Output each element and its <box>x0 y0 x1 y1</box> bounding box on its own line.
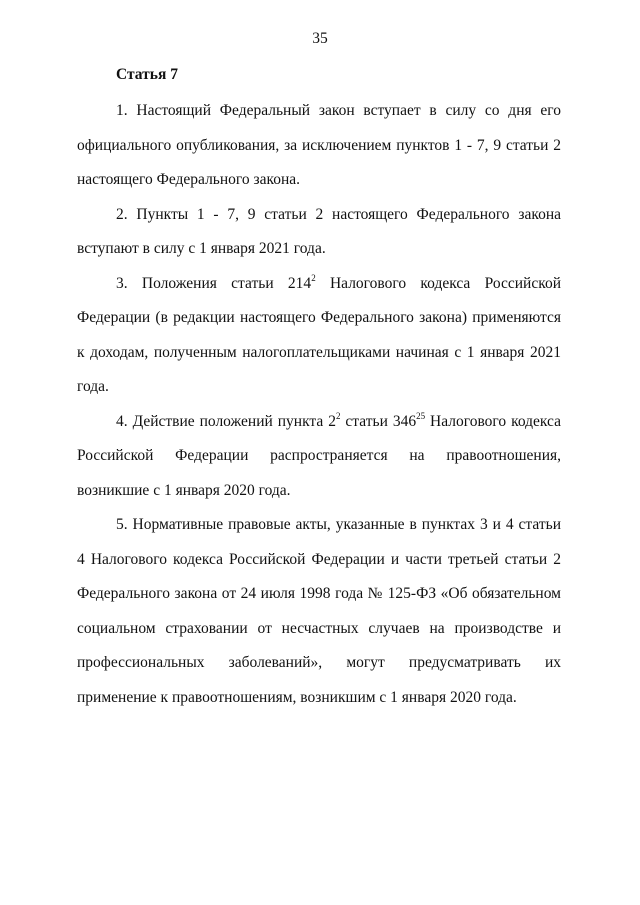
article-body <box>77 94 561 715</box>
paragraph-4-part-1: 4. Действие положений пункта 2 <box>116 412 336 430</box>
superscript-index: 2 <box>335 410 341 421</box>
superscript-index: 25 <box>416 410 426 421</box>
article-title: Статья 7 <box>116 66 178 83</box>
paragraph-5: 5. Нормативные правовые акты, указанные в пунктах 3 и 4 статьи 4 Налогового кодекса Российской Федерации и части третьей статьи 2 Федерального закона от 24 июля 1998 года № 125-ФЗ «Об обязательном социальном страховании от несчастных случаев на производстве и профессиональных заболеваний», могут предусматривать их применение к правоотношениям, возникшим с 1 января 2020 года. <box>77 516 561 706</box>
paragraph-1: 1. Настоящий Федеральный закон вступает в силу со дня его официального опубликования, за исключением пунктов 1 - 7, 9 статьи 2 настоящего Федерального закона. <box>77 102 561 188</box>
paragraph-2: 2. Пункты 1 - 7, 9 статьи 2 настоящего Федерального закона вступают в силу с 1 января 2021 года. <box>77 205 561 257</box>
superscript-index: 2 <box>311 272 316 283</box>
paragraph-4-part-2: статьи 346 <box>340 412 417 430</box>
paragraph-3 <box>77 267 561 405</box>
paragraph-4 <box>77 405 561 509</box>
paragraph-3-part-2: Налогового кодекса Российской Федерации (в редакции настоящего Федерального закона) применяются к доходам, полученным налогоплательщиками начиная с 1 января 2021 года. <box>77 274 561 395</box>
page-number: 35 <box>312 30 328 47</box>
paragraph-4-part-3: Налогового кодекса Российской Федерации распространяется на правоотношения, возникшие с 1 января 2020 года. <box>77 412 561 499</box>
paragraph-3-part-1: 3. Положения статьи 214 <box>116 274 312 292</box>
